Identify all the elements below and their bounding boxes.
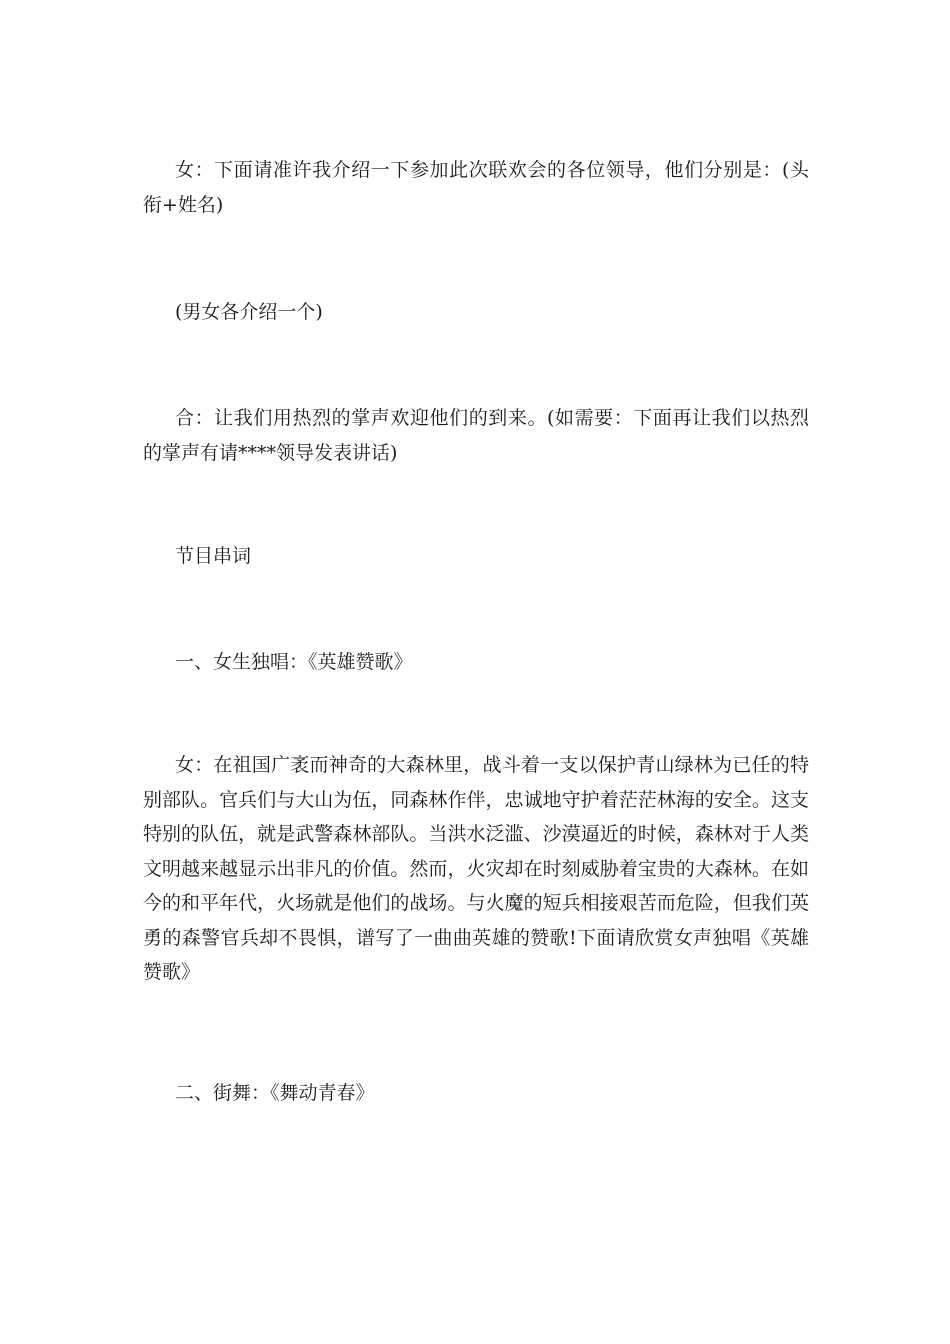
program-item-2-title: 二、街舞：《舞动青春》 <box>175 1082 375 1104</box>
paragraph-introduce-leaders: 女：下面请准许我介绍一下参加此次联欢会的各位领导，他们分别是：(头衔+姓名) <box>143 159 809 216</box>
paragraph-welcome-applause: 合：让我们用热烈的掌声欢迎他们的到来。(如需要：下面再让我们以热烈的掌声有请****领导发表讲话) <box>143 407 809 464</box>
section-heading-program-script: 节目串词 <box>175 545 252 567</box>
paragraph-forest-police-intro: 女：在祖国广袤而神奇的大森林里，战斗着一支以保护青山绿林为已任的特别部队。官兵们与大山为伍，同森林作伴，忠诚地守护着茫茫林海的安全。这支特别的队伍，就是武警森林部队。当洪水泛滥、沙漠逼近的时候，森林对于人类文明越来越显示出非凡的价值。然而，火灾却在时刻威胁着宝贵的大森林。在如今的和平年代，火场就是他们的战场。与火魔的短兵相接艰苦而危险，但我们英勇的森警官兵却不畏惧，谱写了一曲曲英雄的赞歌!下面请欣赏女声独唱《英雄赞歌》 <box>143 754 809 983</box>
program-item-1-title: 一、女生独唱：《英雄赞歌》 <box>175 651 413 673</box>
paragraph-stage-note: (男女各介绍一个) <box>175 301 323 323</box>
